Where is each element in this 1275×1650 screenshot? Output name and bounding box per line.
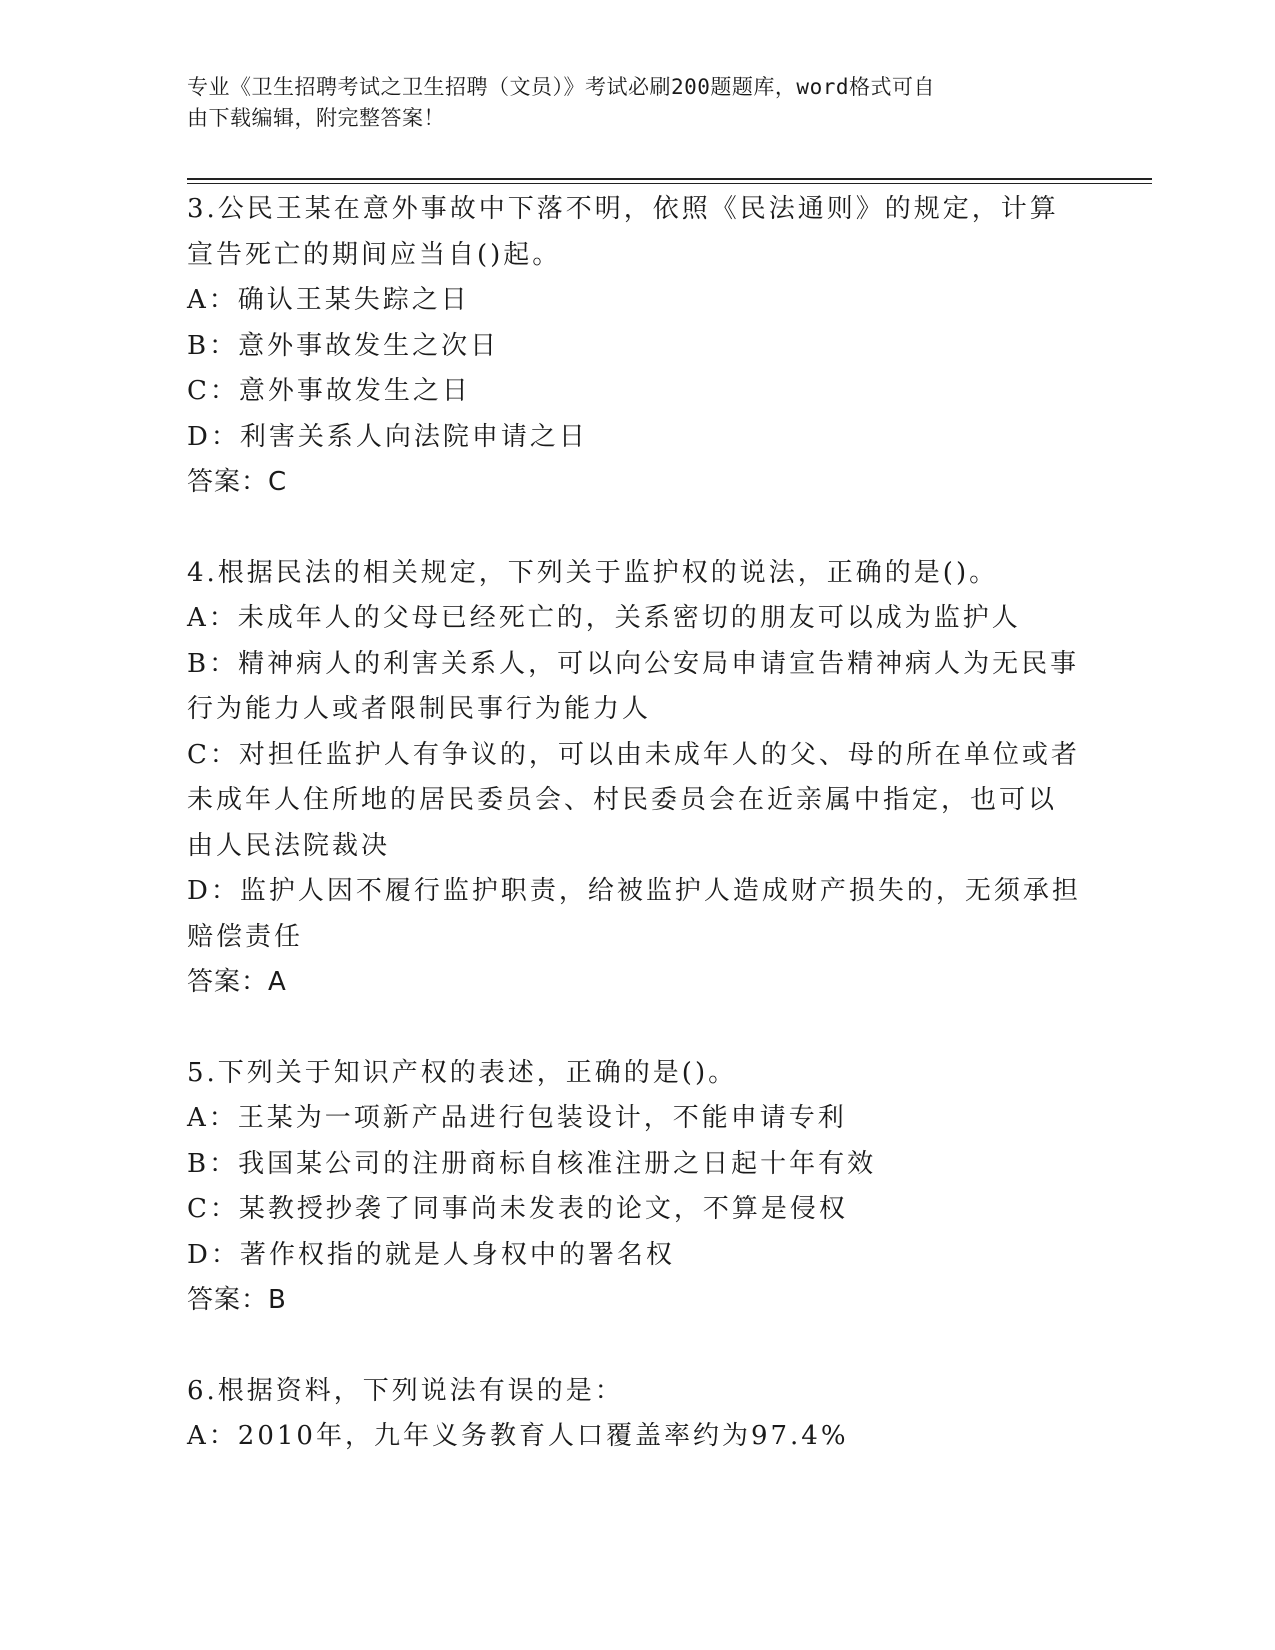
- question-spacer: [187, 1324, 1087, 1369]
- answer-option-line: 赔偿责任: [187, 921, 304, 952]
- answer-option-line: A：王某为一项新产品进行包装设计，不能申请专利: [187, 1103, 847, 1133]
- answer-option-line: C：某教授抄袭了同事尚未发表的论文，不算是侵权: [187, 1194, 848, 1224]
- answer-option-line: A：未成年人的父母已经死亡的，关系密切的朋友可以成为监护人: [187, 603, 1021, 633]
- answer-option: [187, 1233, 1087, 1279]
- header-line-2: 由下载编辑，附完整答案！: [187, 106, 445, 130]
- answer-key: 答案：C: [187, 467, 288, 497]
- answer-option: [187, 1187, 1087, 1233]
- answer-option-line: D：利害关系人向法院申请之日: [187, 421, 588, 452]
- question-stem-line: 3.公民王某在意外事故中下落不明，依照《民法通则》的规定，计算: [187, 194, 1059, 224]
- answer-option-line: B：意外事故发生之次日: [187, 330, 500, 361]
- answer-option-line: 未成年人住所地的居民委员会、村民委员会在近亲属中指定，也可以: [187, 785, 1058, 815]
- answer-option-line: C：对担任监护人有争议的，可以由未成年人的父、母的所在单位或者: [187, 739, 1080, 770]
- question-block: [187, 1051, 1087, 1324]
- answer-key: 答案：B: [187, 1285, 287, 1315]
- answer-option: [187, 596, 1087, 642]
- header-line-1: 专业《卫生招聘考试之卫生招聘（文员）》考试必刷200题题库，word格式可自: [187, 75, 935, 99]
- question-spacer: [187, 506, 1087, 551]
- answer-option-line: A：2010年，九年义务教育人口覆盖率约为97.4%: [187, 1421, 849, 1451]
- question-stem-line: 4.根据民法的相关规定，下列关于监护权的说法，正确的是()。: [187, 557, 999, 588]
- answer-key: 答案：A: [187, 967, 287, 997]
- answer-option-line: D：著作权指的就是人身权中的署名权: [187, 1239, 675, 1270]
- question-stem-line: 5.下列关于知识产权的表述，正确的是()。: [187, 1057, 738, 1088]
- answer-option: [187, 733, 1087, 870]
- answer-option: [187, 869, 1087, 960]
- question-stem-line: 宣告死亡的期间应当自()起。: [187, 239, 562, 270]
- document-header: [187, 72, 1067, 134]
- header-divider-thin: [187, 183, 1152, 184]
- answer-option-line: A：确认王某失踪之日: [187, 285, 470, 315]
- answer-option-line: D：监护人因不履行监护职责，给被监护人造成财产损失的，无须承担: [187, 876, 1081, 906]
- answer-option: [187, 324, 1087, 370]
- question-spacer: [187, 1006, 1087, 1051]
- answer-option: [187, 642, 1087, 733]
- answer-option: [187, 278, 1087, 324]
- header-divider: [187, 178, 1152, 180]
- answer-option: [187, 1096, 1087, 1142]
- question-stem-line: 6.根据资料，下列说法有误的是：: [187, 1375, 624, 1406]
- question-block: [187, 1369, 1087, 1460]
- answer-option: [187, 1414, 1087, 1460]
- answer-option: [187, 1142, 1087, 1188]
- answer-option-line: B：我国某公司的注册商标自核准注册之日起十年有效: [187, 1148, 877, 1179]
- answer-option: [187, 369, 1087, 415]
- question-block: [187, 187, 1087, 506]
- answer-option-line: C：意外事故发生之日: [187, 376, 471, 406]
- question-list: [187, 187, 1087, 1460]
- answer-option: [187, 415, 1087, 461]
- answer-option-line: 由人民法院裁决: [187, 830, 391, 861]
- answer-option-line: 行为能力人或者限制民事行为能力人: [187, 694, 652, 724]
- question-block: [187, 551, 1087, 1006]
- answer-option-line: B：精神病人的利害关系人，可以向公安局申请宣告精神病人为无民事: [187, 648, 1080, 679]
